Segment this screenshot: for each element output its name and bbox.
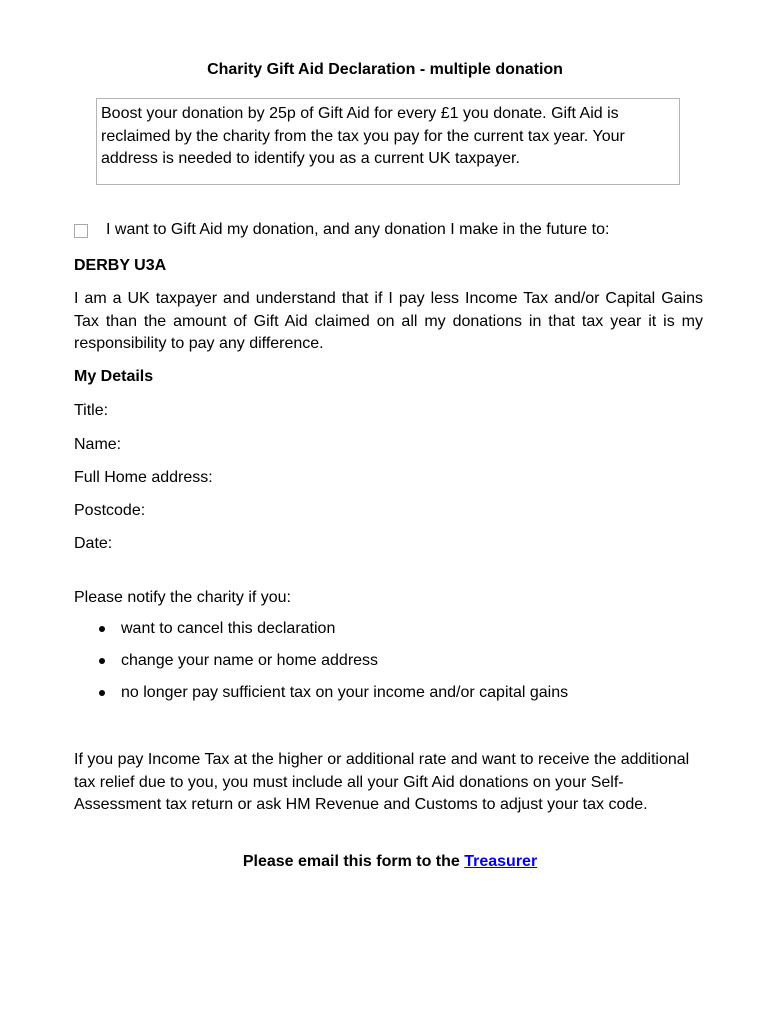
gift-aid-checkbox-row[interactable] xyxy=(74,219,609,241)
list-item xyxy=(74,618,714,640)
list-item xyxy=(74,682,714,704)
notify-item-change-details: change your name or home address xyxy=(121,652,379,669)
treasurer-link[interactable]: Treasurer xyxy=(464,853,538,870)
title-field-label: Title: xyxy=(74,402,109,419)
postcode-field-label: Postcode: xyxy=(74,502,146,519)
bullet-icon xyxy=(99,658,105,664)
notify-item-cancel: want to cancel this declaration xyxy=(121,620,336,637)
list-item xyxy=(74,650,714,672)
date-field-label: Date: xyxy=(74,535,113,552)
intro-box xyxy=(96,98,680,185)
my-details-heading: My Details xyxy=(74,368,154,385)
higher-rate-info: If you pay Income Tax at the higher or additional rate and want to receive the additional tax relief due to you, you must include all your Gift Aid donations on your Self-Assessment tax return or ask HM Revenue and Customs to adjust your tax code. xyxy=(74,751,690,813)
page-title: Charity Gift Aid Declaration - multiple donation xyxy=(207,61,563,78)
bullet-icon xyxy=(99,690,105,696)
notify-list xyxy=(74,618,714,714)
bullet-icon xyxy=(99,626,105,632)
taxpayer-declaration: I am a UK taxpayer and understand that if I pay less Income Tax and/or Capital Gains Tax than the amount of Gift Aid claimed on all my donations in that tax year it is my responsibility to pay any difference. xyxy=(74,290,703,352)
intro-text: Boost your donation by 25p of Gift Aid for every £1 you donate. Gift Aid is reclaimed by the charity from the tax you pay for the current tax year. Your address is needed to identify you as a current UK taxpayer. xyxy=(101,105,625,167)
name-field-label: Name: xyxy=(74,436,122,453)
notify-intro: Please notify the charity if you: xyxy=(74,589,291,606)
address-field-label: Full Home address: xyxy=(74,469,213,486)
gift-aid-checkbox[interactable] xyxy=(74,224,88,238)
charity-name: DERBY U3A xyxy=(74,257,167,274)
notify-item-insufficient-tax: no longer pay sufficient tax on your income and/or capital gains xyxy=(121,684,569,701)
email-instruction xyxy=(0,851,770,873)
email-instruction-text: Please email this form to the xyxy=(242,853,460,870)
gift-aid-checkbox-label: I want to Gift Aid my donation, and any donation I make in the future to: xyxy=(106,221,610,238)
